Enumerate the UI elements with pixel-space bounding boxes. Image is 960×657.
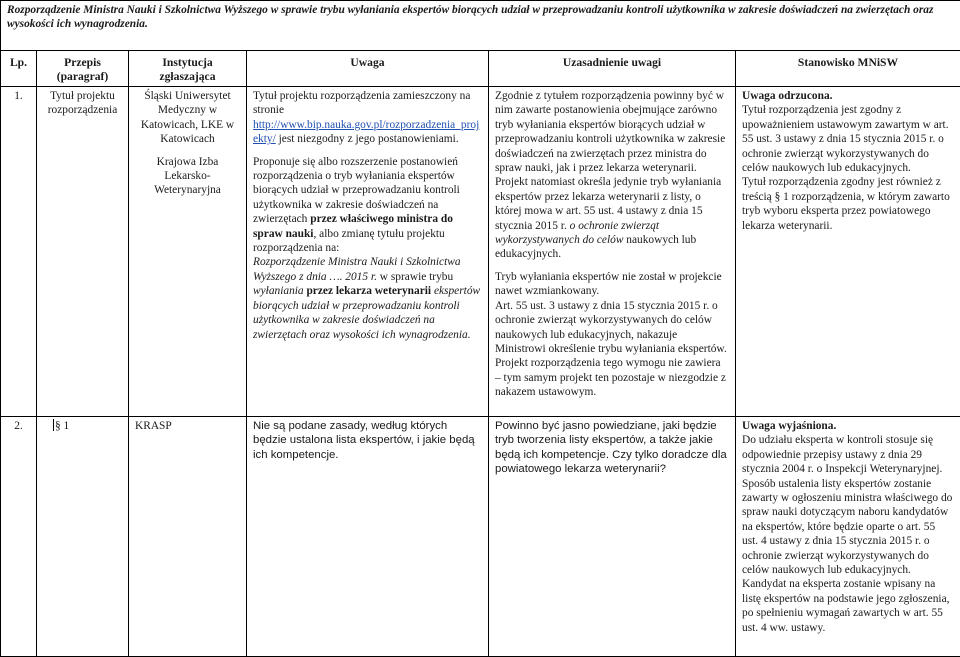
uwaga-bold-text: przez właściwego ministra do spraw nauki bbox=[253, 213, 453, 239]
uwaga-text: , albo zmianę tytułu projektu rozporządzenia na: bbox=[253, 228, 445, 254]
header-instytucja: Instytucja zgłaszająca bbox=[129, 51, 247, 87]
institution-name: Śląski Uniwersytet Medyczny w Katowicach, LKE w Katowicach bbox=[135, 89, 240, 147]
uwaga-text: w sprawie trybu bbox=[377, 271, 453, 283]
document-title: Rozporządzenie Ministra Nauki i Szkolnictwa Wyższego w sprawie trybu wyłaniania ekspertów biorących udział w przeprowadzaniu kontroli użytkownika w zakresie doświadczeń na zwierzętach oraz wysokości ich wynagrodzenia. bbox=[1, 1, 960, 51]
przepis-text: § 1 bbox=[55, 420, 69, 432]
row-number: 2. bbox=[1, 417, 37, 657]
header-stanowisko: Stanowisko MNiSW bbox=[736, 51, 960, 87]
decision-status: Uwaga odrzucona. bbox=[742, 89, 954, 103]
row-stanowisko bbox=[736, 417, 960, 657]
uwaga-text: Tytuł projektu rozporządzenia zamieszczony na stronie bbox=[253, 90, 470, 116]
uzasadnienie-italic: o ochronie zwierząt wykorzystywanych do celów bbox=[495, 220, 659, 246]
row-stanowisko bbox=[736, 87, 960, 417]
uzasadnienie-text: Art. 55 ust. 3 ustawy z dnia 15 stycznia 2015 r. o ochronie zwierząt wykorzystywanych do celów naukowych lub edukacyjnych, nakazuje Ministrowi określenie trybu wyłaniania ekspertów. bbox=[495, 299, 729, 357]
row-instytucja bbox=[129, 87, 247, 417]
row-uwaga bbox=[247, 87, 489, 417]
uzasadnienie-text: Zgodnie z tytułem rozporządzenia powinny być w nim zawarte postanowienia obejmujące zarówno tryb wyłaniania ekspertów biorących udział w przeprowadzaniu kontroli użytkownika w zakresie doświadczeń na zwierzętach przez ministra do spraw nauki, jak i przez lekarza weterynarii. bbox=[495, 89, 729, 175]
row-uzasadnienie bbox=[489, 87, 736, 417]
header-uwaga: Uwaga bbox=[247, 51, 489, 87]
row-przepis bbox=[37, 417, 129, 657]
table-row bbox=[1, 87, 960, 417]
header-lp: Lp. bbox=[1, 51, 37, 87]
header-row bbox=[1, 51, 960, 87]
row-number: 1. bbox=[1, 87, 37, 417]
title-row bbox=[1, 1, 960, 51]
stanowisko-text: Tytuł rozporządzenia jest zgodny z upoważnieniem ustawowym zawartym w art. 55 ust. 3 ustawy z dnia 15 stycznia 2015 r. o ochronie zwierząt wykorzystywanych do celów naukowych lub edukacyjnych. bbox=[742, 103, 954, 175]
row-przepis: Tytuł projektu rozporządzenia bbox=[37, 87, 129, 417]
uzasadnienie-text: Projekt natomiast określa jedynie tryb wyłaniania ekspertów przez lekarza weterynarii z listy, o której mowa w art. 55 ust. 4 ustawy z dnia 15 stycznia 2015 r. bbox=[495, 176, 721, 231]
row-uzasadnienie: Powinno być jasno powiedziane, jaki będzie tryb tworzenia listy ekspertów, a także jakie będą ich kompetencje. Czy tylko doradcze dla powiatowego lekarza weterynarii? bbox=[489, 417, 736, 657]
bip-link[interactable]: http://www.bip.nauka.gov.pl/rozporzadzenia_projekty/ bbox=[253, 119, 479, 145]
uzasadnienie-text: Projekt rozporządzenia tego wymogu nie zawiera – tym samym projekt ten pozostaje w niezgodzie z nakazem ustawowym. bbox=[495, 356, 729, 399]
proposed-title: wyłaniania bbox=[253, 285, 304, 297]
header-przepis: Przepis (paragraf) bbox=[37, 51, 129, 87]
row-instytucja: KRASP bbox=[129, 417, 247, 657]
cursor-mark bbox=[53, 419, 54, 431]
stanowisko-text: Tytuł rozporządzenia zgodny jest również z treścią § 1 rozporządzenia, w którym zawarto tryb wyboru eksperta przez powiatowego lekarza weterynarii. bbox=[742, 175, 954, 233]
header-uzasadnienie: Uzasadnienie uwagi bbox=[489, 51, 736, 87]
row-uwaga: Nie są podane zasady, według których będzie ustalona lista ekspertów, i jakie będą ich kompetencje. bbox=[247, 417, 489, 657]
stanowisko-text: Do udziału eksperta w kontroli stosuje się odpowiednie przepisy ustawy z dnia 29 stycznia 2004 r. o Inspekcji Weterynaryjnej. Sposób ustalenia listy ekspertów zostanie zawarty w ogłoszeniu ministra właściwego do spraw nauki dotyczącym naboru kandydatów na ekspertów, które będzie oparte o art. 55 ust. 4 ustawy z dnia 15 stycznia 2015 r. o ochronie zwierząt wykorzystywanych do celów naukowych lub edukacyjnych. Kandydat na eksperta zostanie wpisany na listę ekspertów na podstawie jego zgłoszenia, po spełnieniu wymagań zawartych w art. 55 ust. 4 ww. ustawy. bbox=[742, 433, 954, 635]
proposed-title: ekspertów biorących udział w przeprowadzaniu kontroli użytkownika w zakresie doświadczeń na zwierzętach oraz wysokości ich wynagrodzenia. bbox=[253, 285, 480, 340]
uwaga-text: Proponuje się albo rozszerzenie postanowień rozporządzenia o tryb wyłaniania ekspertów biorących udział w przeprowadzaniu kontroli użytkownika w zakresie doświadczeń na zwierzętach bbox=[253, 156, 460, 226]
uzasadnienie-text: naukowych lub edukacyjnych. bbox=[495, 234, 696, 260]
proposed-title: Rozporządzenie Ministra Nauki i Szkolnictwa Wyższego z dnia …. 2015 r. bbox=[253, 256, 461, 282]
institution-name: Krajowa Izba Lekarsko-Weterynaryjna bbox=[135, 155, 240, 198]
uzasadnienie-text: Tryb wyłaniania ekspertów nie został w projekcie nawet wzmiankowany. bbox=[495, 270, 729, 299]
uwaga-text: jest niezgodny z jego postanowieniami. bbox=[276, 133, 459, 145]
table-row bbox=[1, 417, 960, 657]
decision-status: Uwaga wyjaśniona. bbox=[742, 419, 954, 433]
uwaga-bold-text: przez lekarza weterynarii bbox=[304, 285, 431, 297]
